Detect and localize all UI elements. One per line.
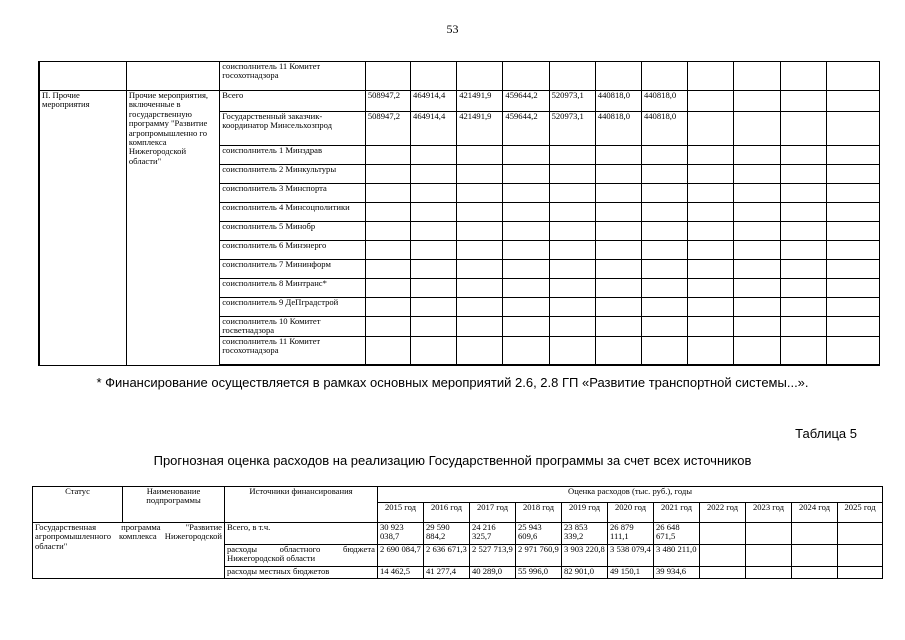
year-header: 2017 год	[470, 503, 516, 523]
value-cell	[688, 203, 734, 222]
value-cell	[826, 203, 879, 222]
page-number: 53	[446, 22, 459, 36]
value-cell	[365, 260, 410, 279]
value-cell	[746, 545, 792, 567]
year-header: 2019 год	[562, 503, 608, 523]
value-cell: 2 690 084,7	[378, 545, 424, 567]
year-header: 2025 год	[838, 503, 883, 523]
value-cell	[826, 222, 879, 241]
value-cell: 39 934,6	[654, 567, 700, 579]
value-cell: 49 150,1	[608, 567, 654, 579]
value-cell: 3 538 079,4	[608, 545, 654, 567]
value-cell	[457, 146, 503, 165]
value-cell	[700, 545, 746, 567]
value-cell	[503, 260, 549, 279]
value-cell	[792, 523, 838, 545]
source-cell: соисполнитель 5 Минобр	[220, 222, 366, 241]
value-cell: 2 636 671,3	[424, 545, 470, 567]
value-cell: 30 923 038,7	[378, 523, 424, 545]
header-status: Статус	[33, 487, 123, 523]
value-cell	[780, 241, 826, 260]
value-cell	[826, 146, 879, 165]
source-cell: расходы областного бюджета Нижегородской области	[225, 545, 378, 567]
year-header: 2015 год	[378, 503, 424, 523]
value-cell: 24 216 325,7	[470, 523, 516, 545]
value-cell	[549, 165, 595, 184]
value-cell	[826, 184, 879, 203]
value-cell	[734, 184, 780, 203]
header-source: Источники финансирования	[225, 487, 378, 523]
value-cell	[780, 260, 826, 279]
value-cell	[457, 336, 503, 365]
value-cell	[411, 222, 457, 241]
value-cell	[411, 298, 457, 317]
value-cell	[641, 146, 687, 165]
source-cell: расходы местных бюджетов	[225, 567, 378, 579]
value-cell	[411, 241, 457, 260]
value-cell	[411, 165, 457, 184]
value-cell	[734, 336, 780, 365]
value-cell: 82 901,0	[562, 567, 608, 579]
value-cell	[549, 184, 595, 203]
value-cell: 508947,2	[365, 112, 410, 146]
value-cell	[411, 184, 457, 203]
value-cell	[780, 203, 826, 222]
value-cell	[411, 317, 457, 337]
value-cell	[688, 317, 734, 337]
footnote: * Финансирование осуществляется в рамках основных мероприятий 2.6, 2.8 ГП «Развитие транспортной системы...».	[96, 375, 809, 390]
value-cell	[688, 184, 734, 203]
header-estimate: Оценка расходов (тыс. руб.), годы	[378, 487, 883, 503]
funding-table-continued	[38, 61, 880, 366]
status-cell: Государственная программа "Развитие агропромышленного комплекса Нижегородской области"	[33, 523, 225, 579]
source-cell: соисполнитель 8 Минтранс*	[220, 279, 366, 298]
value-cell	[780, 298, 826, 317]
table-header-row	[33, 487, 883, 503]
value-cell	[503, 241, 549, 260]
source-cell: соисполнитель 3 Минспорта	[220, 184, 366, 203]
source-cell: соисполнитель 4 Минсоцполитики	[220, 203, 366, 222]
value-cell: 23 853 339,2	[562, 523, 608, 545]
value-cell	[734, 241, 780, 260]
year-header: 2016 год	[424, 503, 470, 523]
value-cell: 440818,0	[595, 91, 641, 112]
value-cell	[780, 317, 826, 337]
name-cell: Прочие мероприятия, включенные в государственную программу "Развитие агропромышленно го комплекса Нижегородской области"	[126, 91, 219, 366]
value-cell: 55 996,0	[516, 567, 562, 579]
table-row	[39, 91, 880, 112]
value-cell	[641, 165, 687, 184]
value-cell	[780, 279, 826, 298]
value-cell	[826, 91, 879, 112]
value-cell: 464914,4	[411, 112, 457, 146]
value-cell	[780, 146, 826, 165]
year-header: 2020 год	[608, 503, 654, 523]
value-cell	[457, 241, 503, 260]
value-cell: 2 971 760,9	[516, 545, 562, 567]
value-cell	[595, 298, 641, 317]
value-cell	[457, 298, 503, 317]
value-cell	[549, 241, 595, 260]
source-cell: соисполнитель 11 Комитет госохотнадзора	[220, 336, 366, 365]
value-cell	[411, 279, 457, 298]
value-cell: 520973,1	[549, 91, 595, 112]
year-header: 2022 год	[700, 503, 746, 523]
value-cell	[688, 222, 734, 241]
value-cell: 3 480 211,0	[654, 545, 700, 567]
value-cell	[688, 165, 734, 184]
value-cell	[641, 222, 687, 241]
value-cell	[826, 165, 879, 184]
value-cell	[365, 146, 410, 165]
value-cell	[411, 146, 457, 165]
table-title: Прогнозная оценка расходов на реализацию Государственной программы за счет всех источников	[153, 453, 752, 468]
value-cell	[641, 298, 687, 317]
value-cell	[826, 260, 879, 279]
value-cell	[641, 279, 687, 298]
source-cell: соисполнитель 10 Комитет госветнадзора	[220, 317, 366, 337]
value-cell	[595, 146, 641, 165]
table-row	[33, 523, 883, 545]
source-cell: соисполнитель 7 Мининформ	[220, 260, 366, 279]
value-cell	[595, 203, 641, 222]
value-cell	[688, 279, 734, 298]
value-cell: 440818,0	[595, 112, 641, 146]
value-cell	[780, 112, 826, 146]
value-cell: 464914,4	[411, 91, 457, 112]
value-cell	[411, 336, 457, 365]
value-cell	[746, 523, 792, 545]
value-cell	[688, 91, 734, 112]
value-cell	[826, 112, 879, 146]
value-cell	[734, 165, 780, 184]
value-cell	[595, 260, 641, 279]
value-cell	[457, 260, 503, 279]
value-cell	[549, 336, 595, 365]
value-cell	[457, 317, 503, 337]
year-header: 2024 год	[792, 503, 838, 523]
value-cell: 26 879 111,1	[608, 523, 654, 545]
value-cell	[792, 567, 838, 579]
source-cell: Всего	[220, 91, 366, 112]
value-cell	[700, 567, 746, 579]
value-cell	[838, 545, 883, 567]
value-cell	[365, 336, 410, 365]
value-cell	[503, 184, 549, 203]
value-cell	[457, 184, 503, 203]
value-cell	[503, 165, 549, 184]
header-name: Наименование подпрограммы	[123, 487, 225, 523]
value-cell	[780, 222, 826, 241]
value-cell	[688, 112, 734, 146]
year-header: 2023 год	[746, 503, 792, 523]
value-cell	[595, 222, 641, 241]
value-cell	[734, 112, 780, 146]
value-cell	[595, 165, 641, 184]
value-cell	[457, 279, 503, 298]
value-cell	[734, 279, 780, 298]
value-cell	[734, 317, 780, 337]
value-cell: 41 277,4	[424, 567, 470, 579]
value-cell	[641, 241, 687, 260]
value-cell	[734, 203, 780, 222]
value-cell	[365, 165, 410, 184]
value-cell	[549, 279, 595, 298]
source-cell: Всего, в т.ч.	[225, 523, 378, 545]
value-cell	[734, 260, 780, 279]
value-cell: 459644,2	[503, 112, 549, 146]
value-cell	[792, 545, 838, 567]
value-cell	[549, 222, 595, 241]
value-cell	[365, 279, 410, 298]
value-cell	[595, 184, 641, 203]
value-cell	[457, 203, 503, 222]
table-label: Таблица 5	[795, 426, 857, 441]
value-cell: 40 289,0	[470, 567, 516, 579]
value-cell	[549, 298, 595, 317]
status-cell: П. Прочие мероприятия	[39, 91, 126, 366]
source-cell: Государственный заказчик-координатор Минсельхозпрод	[220, 112, 366, 146]
year-header: 2018 год	[516, 503, 562, 523]
value-cell: 520973,1	[549, 112, 595, 146]
source-cell: соисполнитель 6 Минэнерго	[220, 241, 366, 260]
value-cell	[746, 567, 792, 579]
value-cell	[595, 317, 641, 337]
value-cell	[365, 222, 410, 241]
value-cell	[734, 222, 780, 241]
value-cell	[838, 523, 883, 545]
value-cell	[734, 91, 780, 112]
value-cell	[826, 279, 879, 298]
value-cell	[503, 222, 549, 241]
table-row	[39, 62, 880, 91]
value-cell	[688, 298, 734, 317]
value-cell: 440818,0	[641, 112, 687, 146]
value-cell	[411, 203, 457, 222]
value-cell: 29 590 884,2	[424, 523, 470, 545]
value-cell	[365, 241, 410, 260]
value-cell: 508947,2	[365, 91, 410, 112]
value-cell	[365, 184, 410, 203]
value-cell	[457, 222, 503, 241]
value-cell	[734, 298, 780, 317]
value-cell	[549, 146, 595, 165]
value-cell: 14 462,5	[378, 567, 424, 579]
source-cell: соисполнитель 9 ДеПградстрой	[220, 298, 366, 317]
value-cell	[826, 241, 879, 260]
value-cell	[641, 203, 687, 222]
value-cell: 421491,9	[457, 112, 503, 146]
value-cell	[826, 317, 879, 337]
value-cell	[549, 203, 595, 222]
value-cell	[595, 336, 641, 365]
source-cell: соисполнитель 1 Минздрав	[220, 146, 366, 165]
value-cell	[688, 260, 734, 279]
value-cell	[688, 146, 734, 165]
forecast-expenses-table	[32, 486, 883, 579]
value-cell	[503, 146, 549, 165]
value-cell	[780, 165, 826, 184]
value-cell	[688, 241, 734, 260]
value-cell	[503, 279, 549, 298]
value-cell	[457, 165, 503, 184]
value-cell	[826, 298, 879, 317]
value-cell	[734, 146, 780, 165]
value-cell	[700, 523, 746, 545]
value-cell	[641, 260, 687, 279]
value-cell	[365, 203, 410, 222]
value-cell	[549, 260, 595, 279]
value-cell	[838, 567, 883, 579]
value-cell	[503, 298, 549, 317]
value-cell	[780, 184, 826, 203]
source-cell: соисполнитель 2 Минкультуры	[220, 165, 366, 184]
value-cell: 3 903 220,8	[562, 545, 608, 567]
value-cell	[365, 298, 410, 317]
value-cell	[365, 317, 410, 337]
value-cell	[641, 317, 687, 337]
value-cell	[549, 317, 595, 337]
value-cell	[826, 336, 879, 365]
source-cell: соисполнитель 11 Комитет госохотнадзора	[220, 62, 366, 91]
year-header: 2021 год	[654, 503, 700, 523]
value-cell	[595, 279, 641, 298]
value-cell	[641, 336, 687, 365]
value-cell	[503, 317, 549, 337]
value-cell: 2 527 713,9	[470, 545, 516, 567]
value-cell	[503, 203, 549, 222]
value-cell	[595, 241, 641, 260]
value-cell: 459644,2	[503, 91, 549, 112]
value-cell	[503, 336, 549, 365]
value-cell: 440818,0	[641, 91, 687, 112]
value-cell: 25 943 609,6	[516, 523, 562, 545]
value-cell	[688, 336, 734, 365]
value-cell	[411, 260, 457, 279]
value-cell	[780, 336, 826, 365]
value-cell: 421491,9	[457, 91, 503, 112]
value-cell: 26 648 671,5	[654, 523, 700, 545]
value-cell	[780, 91, 826, 112]
value-cell	[641, 184, 687, 203]
